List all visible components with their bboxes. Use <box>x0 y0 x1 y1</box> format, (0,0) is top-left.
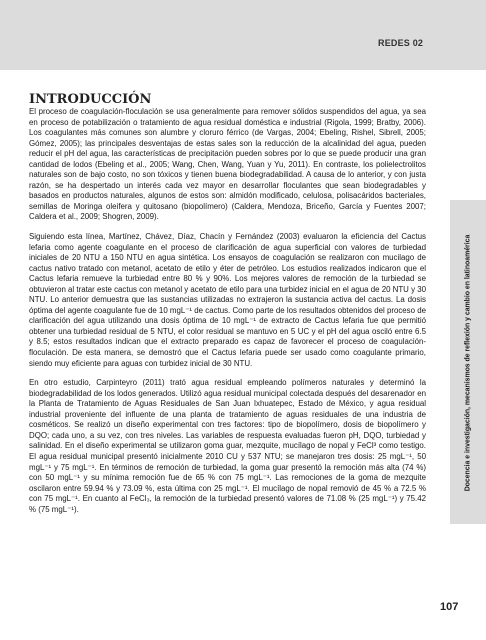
section-label: REDES 02 <box>378 38 424 48</box>
page-number: 107 <box>440 601 459 613</box>
paragraph: Siguiendo esta línea, Martínez, Chávez, Díaz, Chacín y Fernández (2003) evaluaron la eficiencia del Cactus lefaria como agente coagulante en el proceso de clarificación de agua superficial con valores de turbiedad iniciales de 20 NTU a 150 NTU en agua sintética. Los ensayos de coagulación se realizaron con mucilago de cactus nativo tratado con metanol, acetato de etilo y éter de petróleo. Los estudios realizados indicaron que el Cactus lefaria remueve la turbiedad entre 80 % y 90%. Los mejores valores de remoción de la turbiedad se obtuvieron al tratar este cactus con metanol y acetato de etilo para una turbidez inicial en el agua de 20 NTU y 30 NTU. Lo anterior demuestra que las sustancias utilizadas no extrajeron la sustancia activa del cactus. La dosis óptima del agente coagulante fue de 10 mgL⁻¹ de cactus. Como parte de los resultados obtenidos del proceso de clarificación del agua utilizando una dosis óptima de 10 mgL⁻¹ de extracto de Cactus lefaria fue que permitió obtener una turbiedad residual de 5 NTU, el color residual se mantuvo en 5 UC y el pH del agua osciló entre 6.5 y 8.5; estos resultados indican que el extracto preparado es capaz de favorecer el proceso de coagulación-floculación. De esta manera, se demostró que el Cactus lefaria puede ser usado como coagulante primario, siendo muy eficiente para aguas con turbidez inicial de 30 NTU. <box>29 232 426 368</box>
side-label: Docencia e investigación, mecanismos de reflexión y cambio en latinoamérica <box>464 234 472 492</box>
paragraph: El proceso de coagulación-floculación se usa generalmente para remover sólidos suspendidos del agua, ya sea en proceso de potabilización o tratamiento de agua residual doméstica e industrial (Rigola, 1999; Bratby, 2006). Los coagulantes más comunes son alumbre y cloruro férrico (de Vargas, 2004; Ebeling, Rishel, Sibrell, 2005; Gómez, 2005); las principales desventajas de estas sales son la reducción de la alcalinidad del agua, pueden reducir el pH del agua, las características de precipitación pueden sobres por lo que se puede producir una gran cantidad de lodos (Ebeling et al., 2005; Wang, Chen, Wang, Yuan y Yu, 2011). En contraste, los polielectrolitos naturales son de bajo costo, no son tóxicos y tienen buena biodegradabilidad. A causa de lo anterior, y con justa razón, se ha despertado un interés cada vez mayor en desarrollar floculantes que sean biodegradables y basados en productos naturales, algunos de estos son: almidón modificado, celulosa, polisacáridos bacteriales, semillas de Moringa oleifera y quitosano (biopolímero) (Caldera, Mendoza, Briceño, García y Fuentes 2007; Caldera et al., 2009; Shogren, 2009). <box>29 107 426 222</box>
page-header <box>0 0 486 70</box>
body-text <box>29 107 426 524</box>
section-title: INTRODUCCIÓN <box>29 92 152 107</box>
paragraph: En otro estudio, Carpinteyro (2011) trató agua residual empleando polímeros naturales y determinó la biodegradabilidad de los lodos generados. Utilizó agua residual municipal colectada después del desarenador en la Planta de Tratamiento de Aguas Residuales de San Juan Ixhuatepec, Estado de México, y agua residual industrial proveniente del influente de una planta de tratamiento de aguas residuales de una industria de cosméticos. Se realizó un diseño experimental con tres factores: tipo de biopolímero, dosis de biopolímero y DQO; cada uno, a su vez, con tres niveles. Las variables de respuesta evaluadas fueron pH, DQO, turbiedad y salinidad. En el diseño experimental se utilizaron goma guar, mezquite, mucílago de nopal y FeCl³ como testigo. El agua residual municipal presentó inicialmente 2010 CU y 537 NTU; se manejaron tres dosis: 25 mgL⁻¹, 50 mgL⁻¹ y 75 mgL⁻¹. En términos de remoción de turbiedad, la goma guar presentó la remoción más alta (74 %) con 50 mgL⁻¹ y su mínima remoción fue de 65 % con 75 mgL⁻¹. Las remociones de la goma de mezquite oscilaron entre 59.94 % y 73.09 %, esta última con 25 mgL⁻¹. El mucílago de nopal removió de 45 % a 72.5 % con 75 mgL⁻¹. En cuanto al FeCl₃, la remoción de la turbiedad presentó valores de 71.08 % (25 mgL⁻¹) y 75.42 % (75 mgL⁻¹). <box>29 378 426 514</box>
